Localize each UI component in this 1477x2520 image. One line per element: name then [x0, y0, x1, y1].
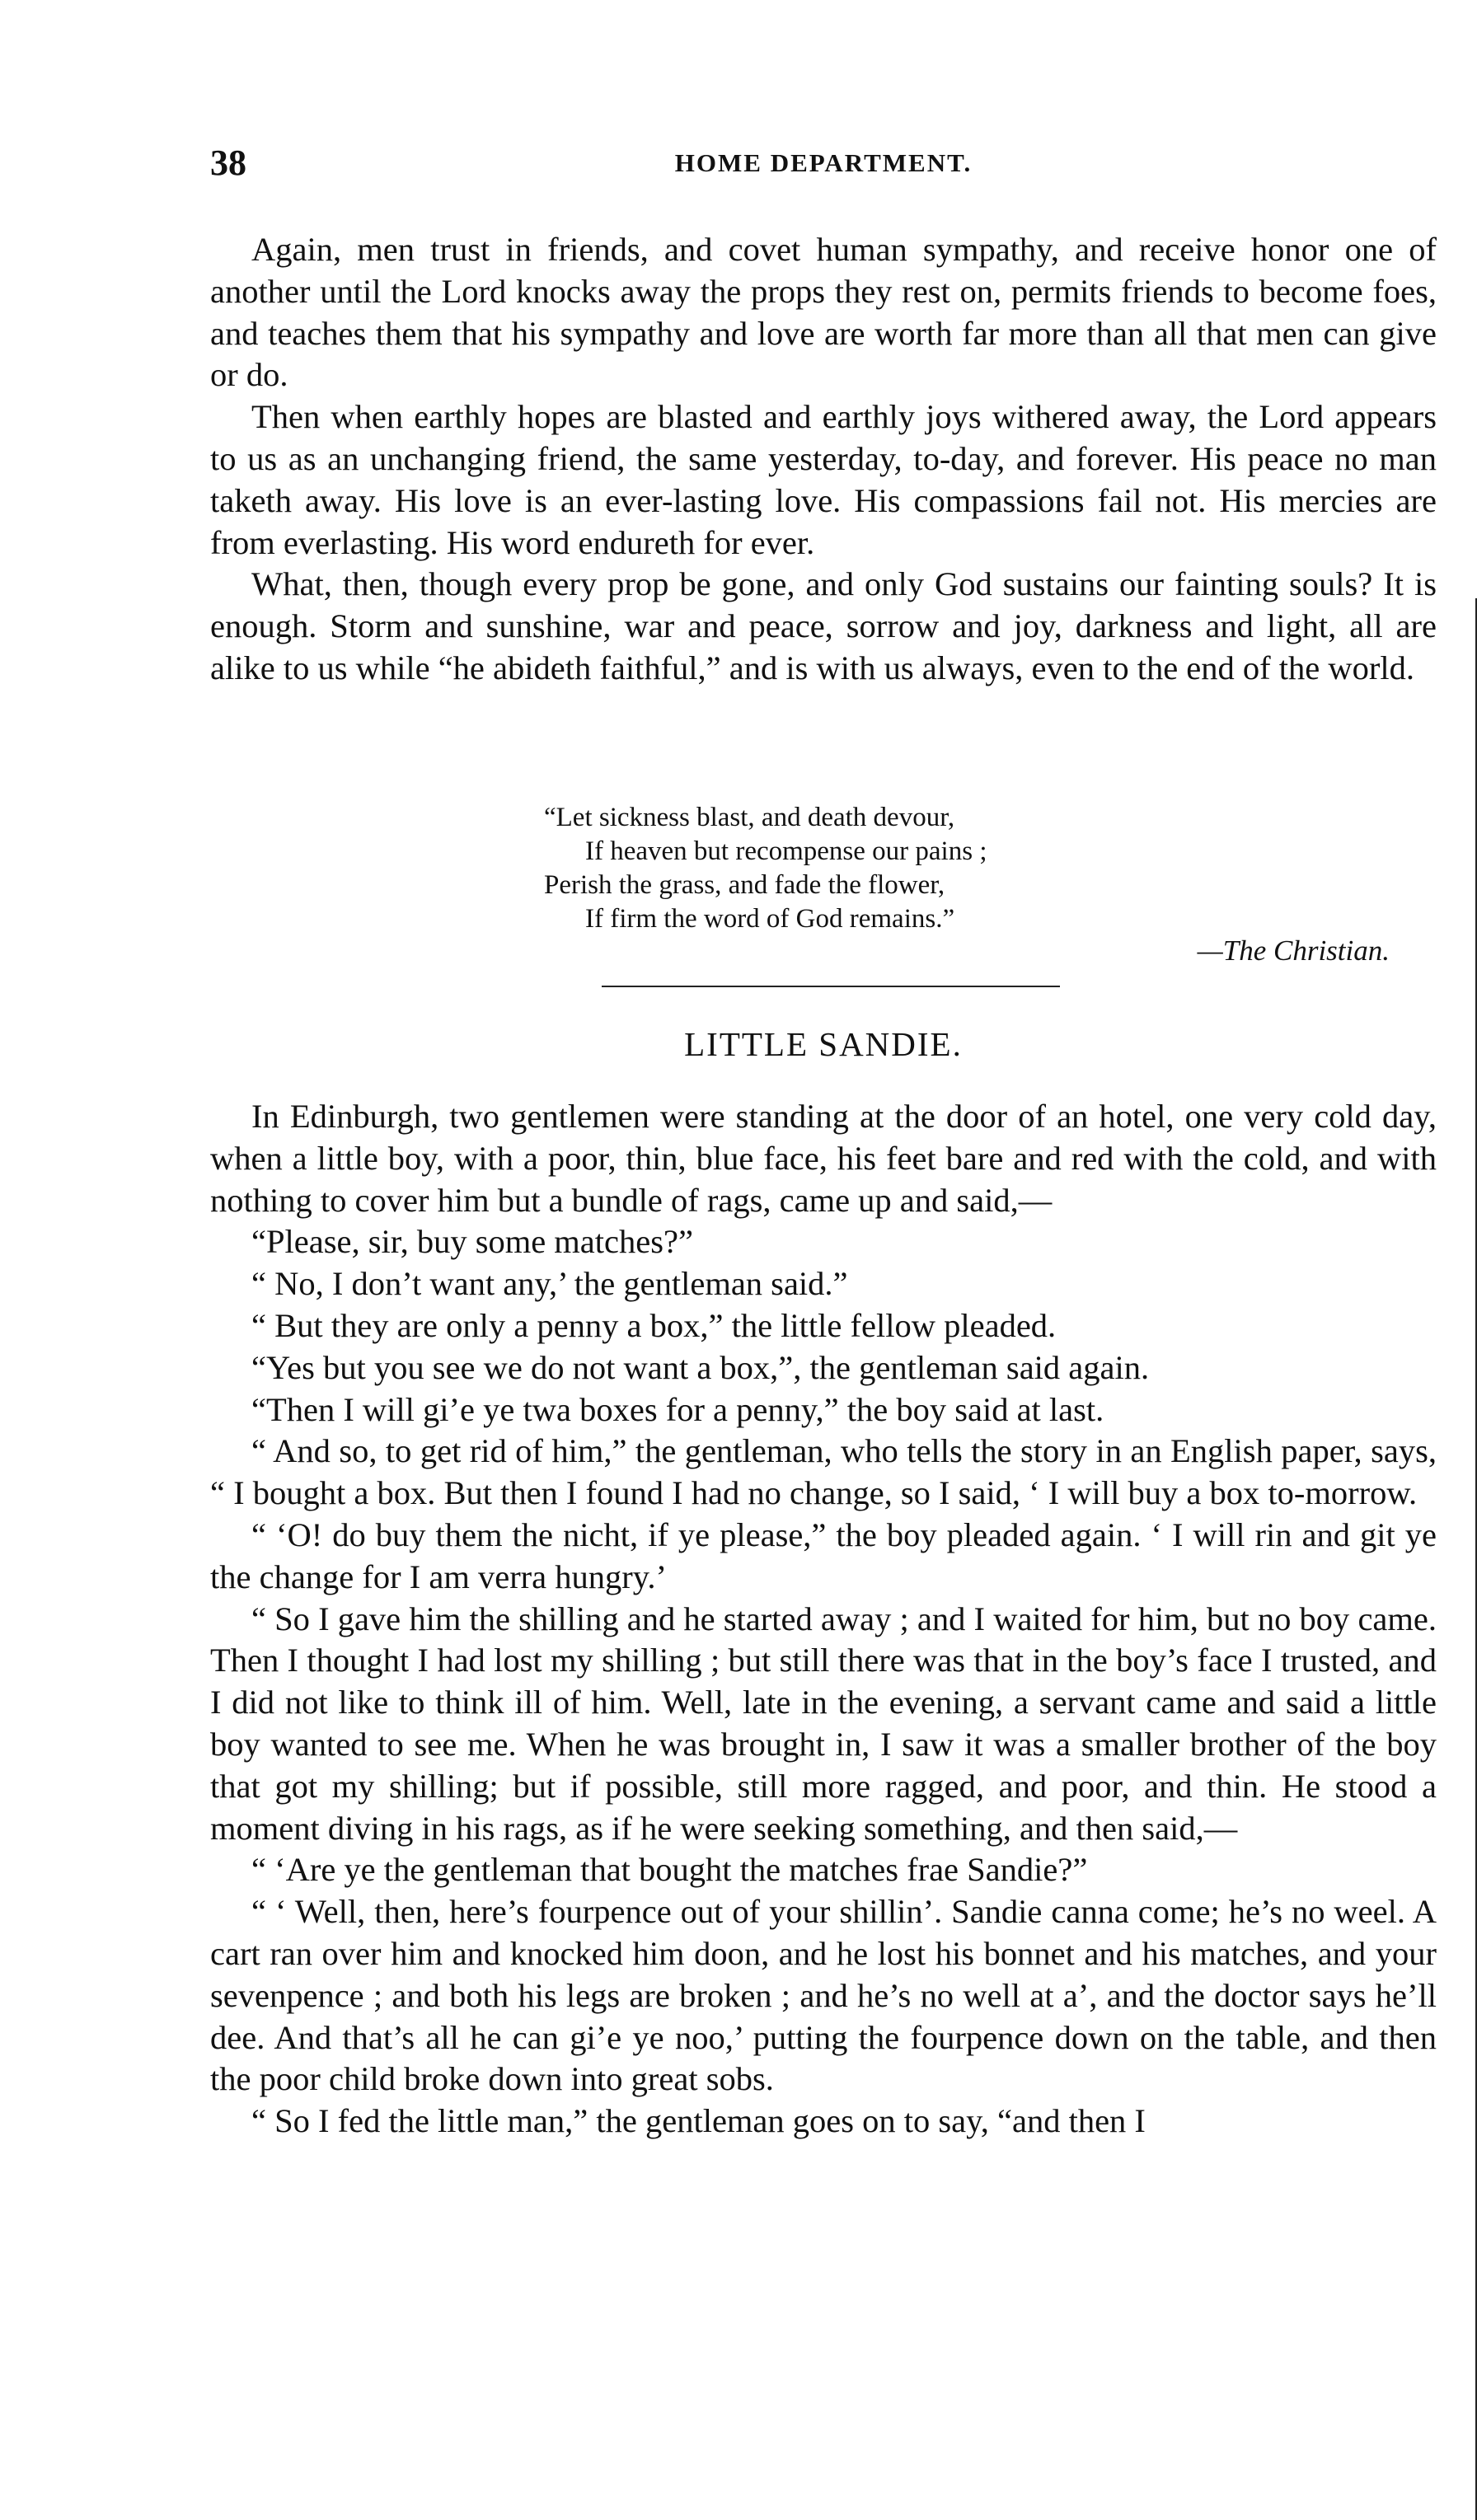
paragraph: “Then I will gi’e ye twa boxes for a penny,” the boy said at last.: [251, 1390, 1104, 1428]
paragraph: Again, men trust in friends, and covet human sympathy, and receive honor one of another until the Lord knocks away the props they rest on, permits friends to become foes, and teaches them that his sympathy and love are worth far more than all that men can give or do.: [210, 231, 1437, 394]
story-text: [210, 1096, 1437, 2143]
paragraph: “ So I gave him the shilling and he started away ; and I waited for him, but no boy came. Then I thought I had lost my shilling ; but still there was that in the boy’s face I trusted, and I did not like to think ill of him. Well, late in the evening, a servant came and said a little boy wanted to see me. When he was brought in, I saw it was a smaller brother of the boy that got my shilling; but if possible, still more ragged, and poor, and thin. He stood a moment diving in his rags, as if he were seeking something, and then said,—: [210, 1600, 1437, 1847]
paragraph: “ So I fed the little man,” the gentleman goes on to say, “and then I: [251, 2102, 1146, 2140]
story-title: LITTLE SANDIE.: [684, 1025, 963, 1063]
paragraph: “ ‘ Well, then, here’s fourpence out of your shillin’. Sandie canna come; he’s no weel. A cart ran over him and knocked him doon, and he lost his bonnet and his matches, and your sevenpence ; and both his legs are broken ; and he’s no well at a’, and the doctor says he’ll dee. And that’s all he can gi’e ye noo,’ putting the fourpence down on the table, and then the poor child broke down into great sobs.: [210, 1893, 1437, 2098]
poem-line: Perish the grass, and fade the flower,: [544, 870, 945, 900]
page-header: [210, 142, 1437, 191]
poem-attribution: —The Christian.: [1197, 934, 1390, 967]
paragraph: “Yes but you see we do not want a box,”, the gentleman said again.: [251, 1348, 1150, 1386]
paragraph: Then when earthly hopes are blasted and earthly joys withered away, the Lord appears to us as an unchanging friend, the same yesterday, to-day, and forever. His peace no man taketh away. His love is an ever-lasting love. His compassions fail not. His mercies are from everlasting. His word endureth for ever.: [210, 398, 1437, 561]
poem-quote: [544, 801, 1170, 936]
section-divider: [602, 986, 1060, 987]
poem-line: “Let sickness blast, and death devour,: [544, 803, 955, 832]
running-head: HOME DEPARTMENT.: [674, 148, 973, 177]
poem-line: If firm the word of God remains.”: [585, 904, 955, 934]
poem-line: If heaven but recompense our pains ;: [585, 836, 987, 866]
page-number: 38: [210, 143, 246, 183]
paragraph: What, then, though every prop be gone, and only God sustains our fainting souls? It is enough. Storm and sunshine, war and peace, sorrow and joy, darkness and light, all are alike to us while “he abideth faithful,” and is with us always, even to the end of the world.: [210, 565, 1437, 686]
paragraph: “ And so, to get rid of him,” the gentleman, who tells the story in an English paper, says, “ I bought a box. But then I found I had no change, so I said, ‘ I will buy a box to-morrow.: [210, 1432, 1437, 1512]
paragraph: “ No, I don’t want any,’ the gentleman said.”: [251, 1265, 848, 1303]
paragraph: “ ‘O! do buy them the nicht, if ye please,” the boy pleaded again. ‘ I will rin and git ye the change for I am verra hungry.’: [210, 1515, 1437, 1595]
paragraph: “Please, sir, buy some matches?”: [251, 1223, 693, 1261]
essay-text: [210, 229, 1437, 690]
paragraph: “ ‘Are ye the gentleman that bought the matches frae Sandie?”: [251, 1851, 1088, 1889]
paragraph: In Edinburgh, two gentlemen were standing at the door of an hotel, one very cold day, when a little boy, with a poor, thin, blue face, his feet bare and red with the cold, and with nothing to cover him but a bundle of rags, came up and said,—: [210, 1098, 1437, 1219]
paragraph: “ But they are only a penny a box,” the little fellow pleaded.: [251, 1306, 1057, 1344]
